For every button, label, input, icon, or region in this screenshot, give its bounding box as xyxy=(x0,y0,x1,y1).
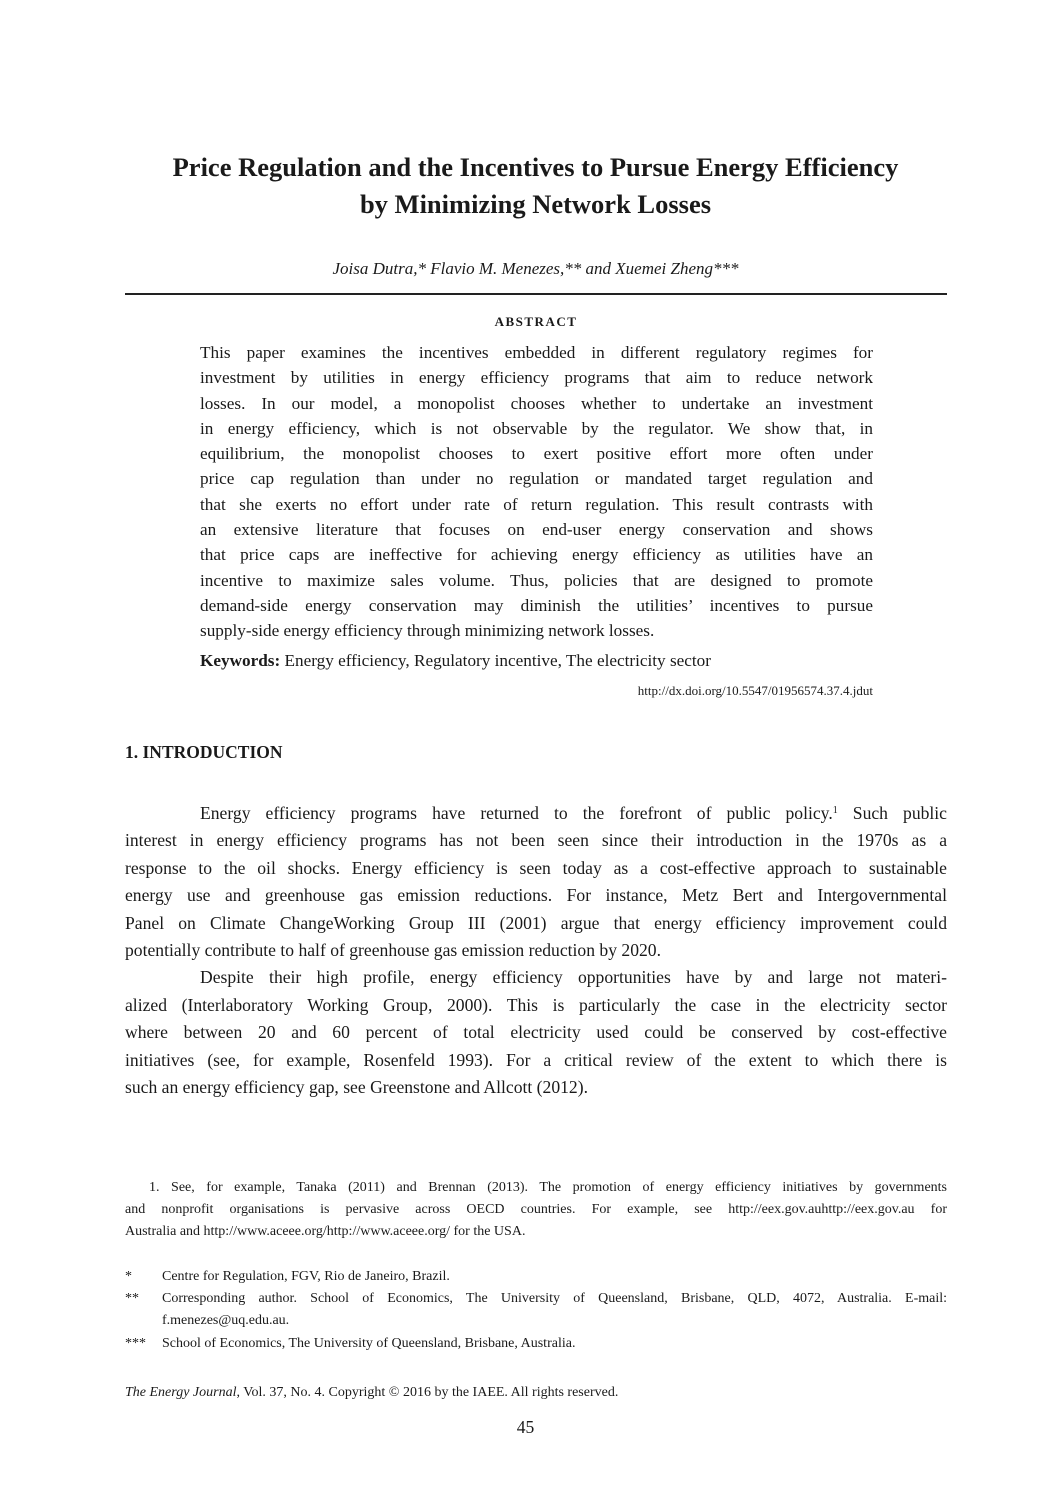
keywords xyxy=(200,649,873,673)
affiliation-item xyxy=(125,1333,947,1355)
abstract-line: equilibrium, the monopolist chooses to exert positive effort more often under xyxy=(200,444,873,464)
abstract-line: investment by utilities in energy efficiency programs that aim to reduce network xyxy=(200,368,873,388)
abstract-line: price cap regulation than under no regulation or mandated target regulation and xyxy=(200,469,873,489)
journal-name: The Energy Journal xyxy=(125,1385,237,1400)
footnote-line: and nonprofit organisations is pervasive across OECD countries. For example, see http://eex.gov.auhttp://eex.gov.au for xyxy=(125,1202,947,1218)
body-line: energy use and greenhouse gas emission reductions. For instance, Metz Bert and Intergovernmental xyxy=(125,885,947,906)
abstract-line: incentive to maximize sales volume. Thus, policies that are designed to promote xyxy=(200,570,873,590)
abstract-line: This paper examines the incentives embedded in different regulatory regimes for xyxy=(200,343,873,362)
affiliation-mark: ** xyxy=(125,1291,139,1307)
keywords-list: Energy efficiency, Regulatory incentive, The electricity sector xyxy=(284,651,711,670)
abstract-line: losses. In our model, a monopolist chooses whether to undertake an investment xyxy=(200,393,873,413)
affiliation-mark: *** xyxy=(125,1335,146,1351)
footnote-ref[interactable]: 1 xyxy=(832,805,838,816)
body-line: such an energy efficiency gap, see Greenstone and Allcott (2012). xyxy=(125,1076,588,1097)
affiliation-email[interactable]: f.menezes@uq.edu.au. xyxy=(162,1313,290,1329)
body-line: alized (Interlaboratory Working Group, 2000). This is particularly the case in the electricity sector xyxy=(125,994,947,1015)
abstract-line: supply-side energy efficiency through minimizing network losses. xyxy=(200,621,655,641)
body-line-text: Energy efficiency programs have returned to the forefront of public policy. xyxy=(200,803,833,823)
affiliation-text: Centre for Regulation, FGV, Rio de Janeiro, Brazil. xyxy=(162,1269,450,1284)
section-heading: 1. INTRODUCTION xyxy=(125,742,283,762)
body-line xyxy=(125,800,947,827)
journal-citation xyxy=(125,1383,618,1403)
body-line: interest in energy efficiency programs has not been seen since their introduction in the 1970s as a xyxy=(125,830,947,851)
body-line: initiatives (see, for example, Rosenfeld 1993). For a critical review of the extent to which there is xyxy=(125,1049,947,1070)
affiliation-item xyxy=(125,1266,947,1288)
keywords-label: Keywords: xyxy=(200,651,281,670)
affiliation-item xyxy=(125,1288,947,1332)
footnote xyxy=(125,1177,947,1244)
journal-details: , Vol. 37, No. 4. Copyright © 2016 by the IAEE. All rights reserved. xyxy=(236,1385,619,1400)
body-line: Despite their high profile, energy efficiency opportunities have by and large not materi- xyxy=(200,967,947,988)
body-text xyxy=(125,800,947,1101)
abstract-line: that price caps are ineffective for achieving energy efficiency as utilities have an xyxy=(200,545,873,565)
affiliation-mark: * xyxy=(125,1269,132,1284)
affiliation-text: School of Economics, The University of Queensland, Brisbane, Australia. xyxy=(162,1335,576,1351)
abstract-heading: ABSTRACT xyxy=(494,314,578,329)
affiliations xyxy=(125,1266,947,1355)
abstract-line: in energy efficiency, which is not observable by the regulator. We show that, in xyxy=(200,418,873,438)
body-line: Panel on Climate ChangeWorking Group III (2001) argue that energy efficiency improvement could xyxy=(125,912,947,933)
body-line: potentially contribute to half of greenhouse gas emission reduction by 2020. xyxy=(125,939,661,960)
title-divider xyxy=(125,293,947,295)
doi-link[interactable]: http://dx.doi.org/10.5547/01956574.37.4.jdut xyxy=(637,683,873,698)
abstract-line: demand-side energy conservation may diminish the utilities’ incentives to pursue xyxy=(200,595,873,615)
body-line-tail: Such public xyxy=(837,803,947,823)
title-line-1: Price Regulation and the Incentives to Pursue Energy Efficiency xyxy=(172,152,899,182)
paper-title xyxy=(100,149,971,223)
body-line: response to the oil shocks. Energy efficiency is seen today as a cost-effective approach to sustainable xyxy=(125,857,947,878)
abstract-text xyxy=(200,340,873,644)
affiliation-text: Corresponding author. School of Economics, The University of Queensland, Brisbane, QLD, 4072, Australia. E-mail: xyxy=(162,1291,947,1307)
footnote-line: Australia and http://www.aceee.org/http://www.aceee.org/ for the USA. xyxy=(125,1224,526,1240)
abstract-line: that she exerts no effort under rate of return regulation. This result contrasts with xyxy=(200,494,873,514)
title-line-2: by Minimizing Network Losses xyxy=(359,189,712,219)
abstract-line: an extensive literature that focuses on end-user energy conservation and shows xyxy=(200,520,873,540)
body-line: where between 20 and 60 percent of total electricity used could be conserved by cost-effective xyxy=(125,1022,947,1043)
page-number: 45 xyxy=(516,1417,535,1437)
author-list: Joisa Dutra,* Flavio M. Menezes,** and Xuemei Zheng*** xyxy=(332,259,739,278)
footnote-line: 1. See, for example, Tanaka (2011) and Brennan (2013). The promotion of energy efficiency initiatives by governments xyxy=(149,1180,947,1195)
